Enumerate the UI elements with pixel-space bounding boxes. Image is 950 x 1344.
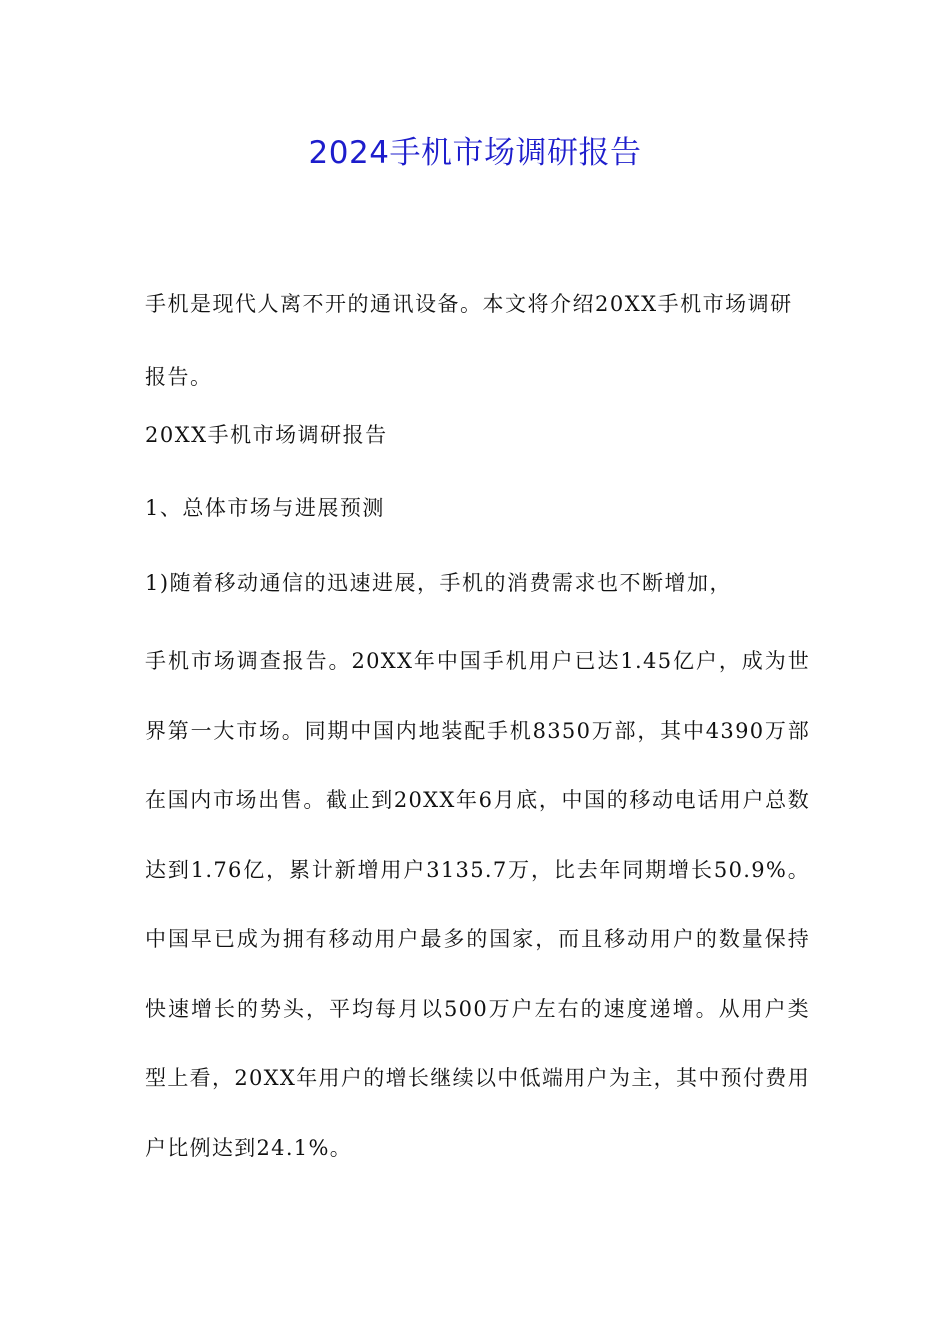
report-subtitle: 20XX手机市场调研报告 — [145, 423, 388, 447]
main-paragraph: 手机市场调查报告。20XX年中国手机用户已达1.45亿户，成为世界第一大市场。同期中国内地装配手机8350万部，其中4390万部在国内市场出售。截止到20XX年6月底，中国的移动电话用户总数达到1.76亿，累计新增用户3135.7万，比去年同期增长50.9%。中国早已成为拥有移动用户最多的国家，而且移动用户的数量保持快速增长的势头，平均每月以500万户左右的速度递增。从用户类型上看，20XX年用户的增长继续以中低端用户为主，其中预付费用户比例达到24.1%。 — [145, 649, 810, 1160]
section-heading: 1、总体市场与进展预测 — [145, 496, 385, 520]
intro-paragraph: 手机是现代人离不开的通讯设备。本文将介绍20XX手机市场调研报告。 — [145, 292, 793, 389]
point-1-text: 1)随着移动通信的迅速进展，手机的消费需求也不断增加， — [145, 571, 733, 595]
document-title: 2024手机市场调研报告 — [308, 135, 642, 171]
